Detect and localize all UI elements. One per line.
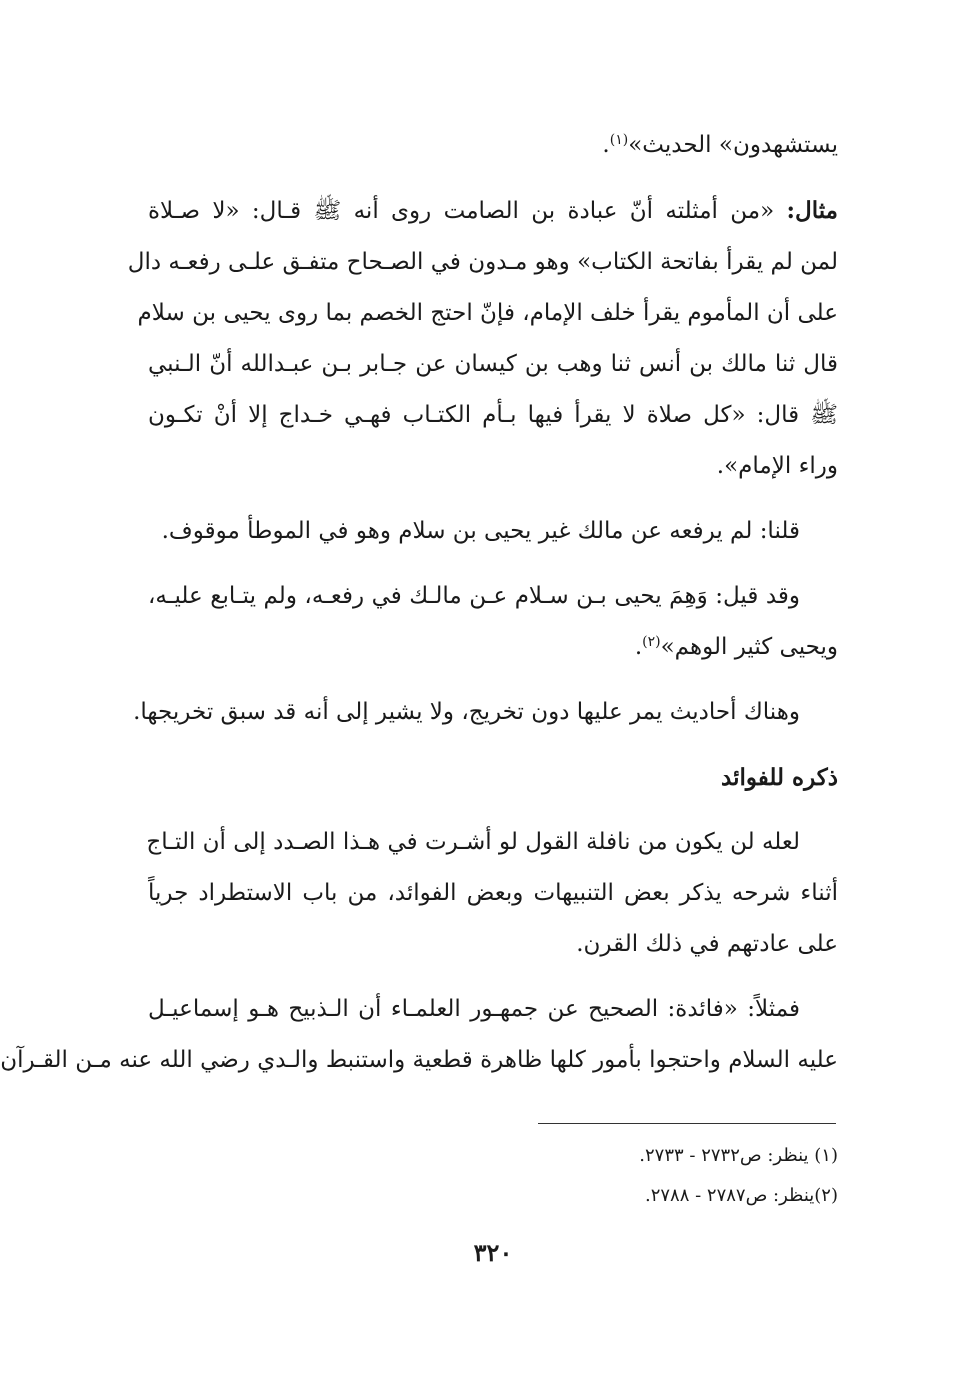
footnote-1: (١) ينظر: ص٢٧٣٢ - ٢٧٣٣. <box>639 1145 838 1166</box>
wahm-line-2-text: ويحيى كثير الوهم» <box>660 634 838 660</box>
example-line-6: وراء الإمام». <box>716 453 838 479</box>
wahm-line-2 <box>148 622 838 673</box>
example-line-3: على أن المأموم يقرأ خلف الإمام، فإنّ احتج الخصم بما روى يحيى بن سلام <box>137 300 838 326</box>
mathalan-line-1: فمثلاً: «فائدة: الصحيح عن جمهـور العلمـاء أن الـذبيح هـو إسماعيـل <box>148 996 800 1022</box>
example-paragraph <box>127 185 838 492</box>
footnote-ref-1: (١) <box>609 132 629 148</box>
footnote-separator <box>538 1123 836 1124</box>
qulna-line: قلنا: لم يرفعه عن مالك غير يحيى بن سلام وهو في الموطأ موقوف. <box>161 518 800 544</box>
opening-end: . <box>602 132 610 158</box>
takhrij-line: وهناك أحاديث يمر عليها دون تخريج، ولا يشير إلى أنه قد سبق تخريجها. <box>133 699 800 725</box>
example-line-1 <box>148 185 838 237</box>
wahm-line-1: وقد قيل: وَهِمَ يحيى بـن سـلام عـن مالـك في رفعـه، ولم يتـابع عليـه، <box>148 583 800 609</box>
page-number: ٣٢٠ <box>473 1238 513 1267</box>
example-line-2: لمن لم يقرأ بفاتحة الكتاب» وهو مـدون في الصـحاح متفـق علـى رفعـه دال <box>127 249 838 275</box>
wahm-paragraph <box>148 571 838 673</box>
example-line-1-text: «من أمثلته أنّ عبادة بن الصامت روى أنه ﷺ قـال: «لا صـلاة <box>148 198 775 224</box>
fawaid-line-3: على عادتهم في ذلك القرن. <box>576 931 838 957</box>
example-line-4: قال ثنا مالك بن أنس ثنا وهب بن كيسان عن جـابر بـن عبـدالله أنّ الـنبي <box>148 351 838 377</box>
wahm-end: . <box>634 634 643 660</box>
mathalan-line-2: عليه السلام واحتجوا بأمور كلها ظاهرة قطعية واستنبط والـدي رضي الله عنه مـن القـرآن <box>0 1047 838 1073</box>
footnotes <box>148 1136 838 1216</box>
mathalan-paragraph <box>0 984 838 1086</box>
example-label: مثال: <box>786 197 838 224</box>
footnote-2: (٢)ينظر: ص٢٧٨٧ - ٢٧٨٨. <box>644 1185 838 1206</box>
opening-text: يستشهدون» الحديث» <box>628 132 838 158</box>
page-body <box>0 120 838 1086</box>
footnote-ref-2: (٢) <box>642 634 661 650</box>
fawaid-line-2: أثناء شرحه يذكر بعض التنبيهات وبعض الفوائد، من باب الاستطراد جرياً <box>148 880 838 906</box>
opening-line <box>148 120 838 171</box>
example-line-5: ﷺ قال: «كل صلاة لا يقرأ فيها بـأم الكتـاب فهـي خـداج إلا أنْ تكـون <box>148 402 838 428</box>
section-heading: ذكره للفوائد <box>721 764 838 791</box>
fawaid-line-1: لعله لن يكون من نافلة القول لو أشـرت في هـذا الصـدد إلى أن التـاج <box>146 829 800 855</box>
fawaid-paragraph <box>148 817 838 970</box>
